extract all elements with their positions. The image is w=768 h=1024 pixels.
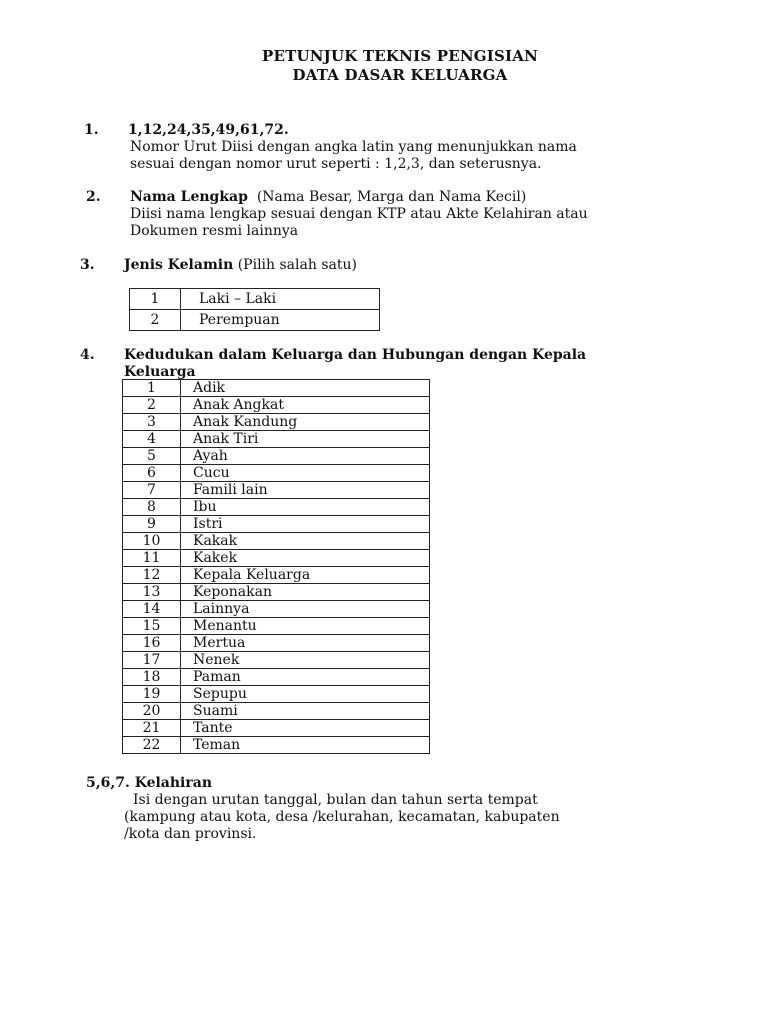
table-row — [130, 310, 380, 331]
row-number: 1 — [123, 380, 181, 397]
section3-number: 3. — [80, 257, 95, 273]
row-number: 3 — [123, 414, 181, 431]
row-label: Lainnya — [181, 601, 430, 618]
row-number: 2 — [123, 397, 181, 414]
row-label: Cucu — [181, 465, 430, 482]
row-number: 7 — [123, 482, 181, 499]
row-number: 11 — [123, 550, 181, 567]
table-row — [123, 584, 430, 601]
table-row — [123, 482, 430, 499]
table-row — [123, 703, 430, 720]
table-row — [123, 533, 430, 550]
section4-heading-line2: Keluarga — [124, 364, 196, 380]
section2-heading: Nama Lengkap — [130, 189, 248, 205]
row-number: 18 — [123, 669, 181, 686]
document-title-line2: DATA DASAR KELUARGA — [292, 66, 508, 84]
table-row — [123, 737, 430, 754]
section4-number: 4. — [80, 347, 95, 363]
table-row — [123, 448, 430, 465]
table-row — [123, 380, 430, 397]
section2-heading-row — [130, 189, 526, 205]
row-label: Kakak — [181, 533, 430, 550]
row-number: 14 — [123, 601, 181, 618]
table-row — [123, 465, 430, 482]
row-label: Laki – Laki — [181, 289, 380, 310]
row-number: 13 — [123, 584, 181, 601]
row-number: 10 — [123, 533, 181, 550]
document-title-line1: PETUNJUK TEKNIS PENGISIAN — [262, 47, 538, 65]
row-label: Perempuan — [181, 310, 380, 331]
section1-text-line1: Nomor Urut Diisi dengan angka latin yang menunjukkan nama — [130, 139, 577, 155]
row-label: Famili lain — [181, 482, 430, 499]
row-label: Anak Tiri — [181, 431, 430, 448]
table-row — [123, 550, 430, 567]
row-number: 12 — [123, 567, 181, 584]
table-row — [123, 567, 430, 584]
row-number: 22 — [123, 737, 181, 754]
family-relation-table — [122, 379, 430, 754]
table-row — [123, 669, 430, 686]
section5-text-line1: Isi dengan urutan tanggal, bulan dan tahun serta tempat — [133, 792, 538, 808]
row-number: 2 — [130, 310, 181, 331]
section1-number: 1. — [84, 122, 99, 138]
section3-heading-note: (Pilih salah satu) — [237, 257, 357, 273]
row-number: 1 — [130, 289, 181, 310]
row-label: Nenek — [181, 652, 430, 669]
row-number: 9 — [123, 516, 181, 533]
row-label: Suami — [181, 703, 430, 720]
row-number: 4 — [123, 431, 181, 448]
table-row — [123, 652, 430, 669]
row-label: Adik — [181, 380, 430, 397]
table-row — [123, 601, 430, 618]
row-label: Tante — [181, 720, 430, 737]
row-number: 21 — [123, 720, 181, 737]
table-row — [123, 618, 430, 635]
row-label: Menantu — [181, 618, 430, 635]
row-label: Ayah — [181, 448, 430, 465]
row-label: Kakek — [181, 550, 430, 567]
row-number: 17 — [123, 652, 181, 669]
table-row — [123, 516, 430, 533]
section2-number: 2. — [86, 189, 101, 205]
table-row — [123, 720, 430, 737]
row-label: Keponakan — [181, 584, 430, 601]
gender-table — [129, 288, 380, 331]
table-row — [123, 635, 430, 652]
row-label: Anak Kandung — [181, 414, 430, 431]
section5-text-line2: (kampung atau kota, desa /kelurahan, kecamatan, kabupaten — [124, 809, 560, 825]
row-label: Paman — [181, 669, 430, 686]
table-row — [123, 397, 430, 414]
section2-text-line1: Diisi nama lengkap sesuai dengan KTP atau Akte Kelahiran atau — [130, 206, 588, 222]
table-row — [130, 289, 380, 310]
row-label: Kepala Keluarga — [181, 567, 430, 584]
row-number: 16 — [123, 635, 181, 652]
row-number: 5 — [123, 448, 181, 465]
row-number: 6 — [123, 465, 181, 482]
row-label: Teman — [181, 737, 430, 754]
section5-text-line3: /kota dan provinsi. — [124, 826, 257, 842]
section3-heading-row — [124, 257, 357, 273]
section1-text-line2: sesuai dengan nomor urut seperti : 1,2,3, dan seterusnya. — [130, 156, 542, 172]
table-row — [123, 431, 430, 448]
row-label: Anak Angkat — [181, 397, 430, 414]
section5-heading: 5,6,7. Kelahiran — [86, 775, 212, 791]
section4-heading-line1: Kedudukan dalam Keluarga dan Hubungan dengan Kepala — [124, 347, 587, 363]
row-number: 20 — [123, 703, 181, 720]
row-label: Mertua — [181, 635, 430, 652]
section2-text-line2: Dokumen resmi lainnya — [130, 223, 299, 239]
section3-heading: Jenis Kelamin — [124, 257, 234, 273]
row-label: Istri — [181, 516, 430, 533]
row-number: 8 — [123, 499, 181, 516]
section1-heading: 1,12,24,35,49,61,72. — [128, 122, 289, 138]
table-row — [123, 414, 430, 431]
row-label: Ibu — [181, 499, 430, 516]
row-number: 15 — [123, 618, 181, 635]
row-label: Sepupu — [181, 686, 430, 703]
table-row — [123, 686, 430, 703]
row-number: 19 — [123, 686, 181, 703]
table-row — [123, 499, 430, 516]
section2-heading-note: (Nama Besar, Marga dan Nama Kecil) — [256, 189, 527, 205]
